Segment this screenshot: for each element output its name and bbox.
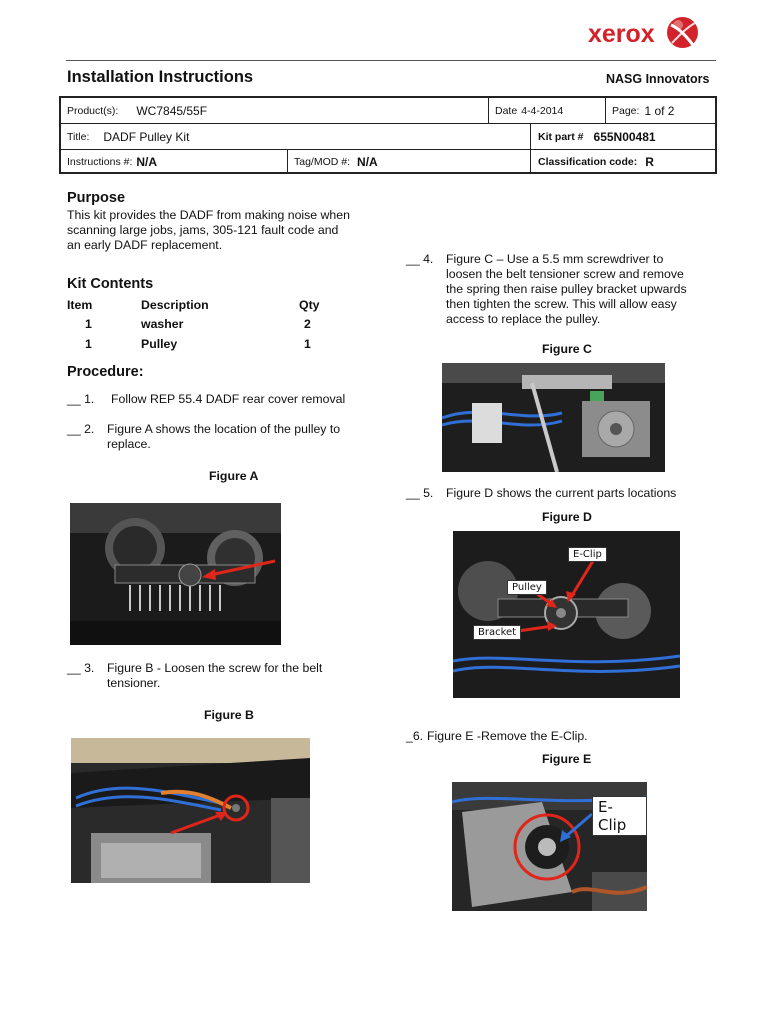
figure-d-label-eclip: E-Clip [568,547,607,562]
xerox-logo [588,16,703,54]
purpose-line: This kit provides the DADF from making noise when [67,208,350,222]
tagmod-label: Tag/MOD #: [294,156,351,168]
figure-e-label-eclip: E-Clip [592,796,647,836]
info-row-title [61,123,715,149]
info-table [59,96,717,174]
purpose-line: an early DADF replacement. [67,238,223,252]
kit-contents-heading: Kit Contents [67,276,154,292]
purpose-line: scanning large jobs, jams, 305-121 fault code and [67,223,339,237]
step-3-text: Figure B - Loosen the screw for the belt tensioner. [107,661,323,690]
kit-row-2-item: 1 [85,337,92,351]
kit-part-label: Kit part # [538,130,584,143]
step-4-text: Figure C – Use a 5.5 mm screwdriver to loosen the belt tensioner screw and remove the spring then raise pulley bracket upwards then tighten the screw. This will allow easy access to replace the pulley. [446,252,687,326]
figure-b-photo [71,738,310,883]
step-4-number: __ 4. [406,252,434,266]
figure-a-caption: Figure A [209,469,259,483]
page-label: Page: [612,104,640,117]
figure-e-photo [452,782,647,911]
figure-b-caption: Figure B [204,708,254,722]
figure-c-caption: Figure C [542,342,592,356]
step-1-number: __ 1. [67,392,95,406]
xerox-ball-icon [666,16,699,49]
figure-d-caption: Figure D [542,510,592,524]
kit-row-1-qty: 2 [304,317,311,331]
info-row-product [61,98,715,123]
info-row-instructions [61,149,715,174]
kit-row-1-item: 1 [85,317,92,331]
figure-d-label-bracket: Bracket [473,625,521,640]
page-value: 1 of 2 [644,103,675,118]
step-5-number: __ 5. [406,486,434,500]
header-rule [66,60,716,61]
kit-col-item: Item [67,298,93,312]
kit-row-2-description: Pulley [141,337,178,351]
step-6-number: _6. [406,729,424,743]
products-value: WC7845/55F [136,103,208,118]
classification-label: Classification code: [538,156,638,168]
purpose-text [67,208,350,253]
instructions-label: Instructions #: [67,156,133,168]
step-5-text: Figure D shows the current parts locations [446,486,677,500]
step-2-text: Figure A shows the location of the pulley to replace. [107,422,341,451]
figure-a-photo [70,503,281,645]
title-label: Title: [67,130,90,143]
kit-part-value: 655N00481 [593,129,656,144]
figure-e-caption: Figure E [542,752,592,766]
purpose-heading: Purpose [67,190,126,206]
step-3-number: __ 3. [67,661,95,675]
products-label: Product(s): [67,104,119,117]
procedure-heading: Procedure: [67,364,144,380]
document-title: Installation Instructions [67,68,254,86]
classification-value: R [645,155,654,169]
kit-col-description: Description [141,298,209,312]
date-value: 4-4-2014 [521,104,564,117]
title-value: DADF Pulley Kit [103,129,190,144]
step-6-text: Figure E -Remove the E-Clip. [427,729,588,743]
tagmod-value: N/A [357,155,378,169]
kit-row-2-qty: 1 [304,337,311,351]
instructions-value: N/A [136,155,158,169]
kit-row-1-description: washer [141,317,184,331]
figure-c-photo [442,363,665,472]
logo-wordmark: xerox [588,20,655,48]
organization-name: NASG Innovators [606,72,710,86]
figure-d-label-pulley: Pulley [507,580,547,595]
date-label: Date [495,104,518,117]
step-1-text: Follow REP 55.4 DADF rear cover removal [111,392,346,406]
kit-col-qty: Qty [299,298,320,312]
figure-d-photo [453,531,680,698]
step-2-number: __ 2. [67,422,95,436]
